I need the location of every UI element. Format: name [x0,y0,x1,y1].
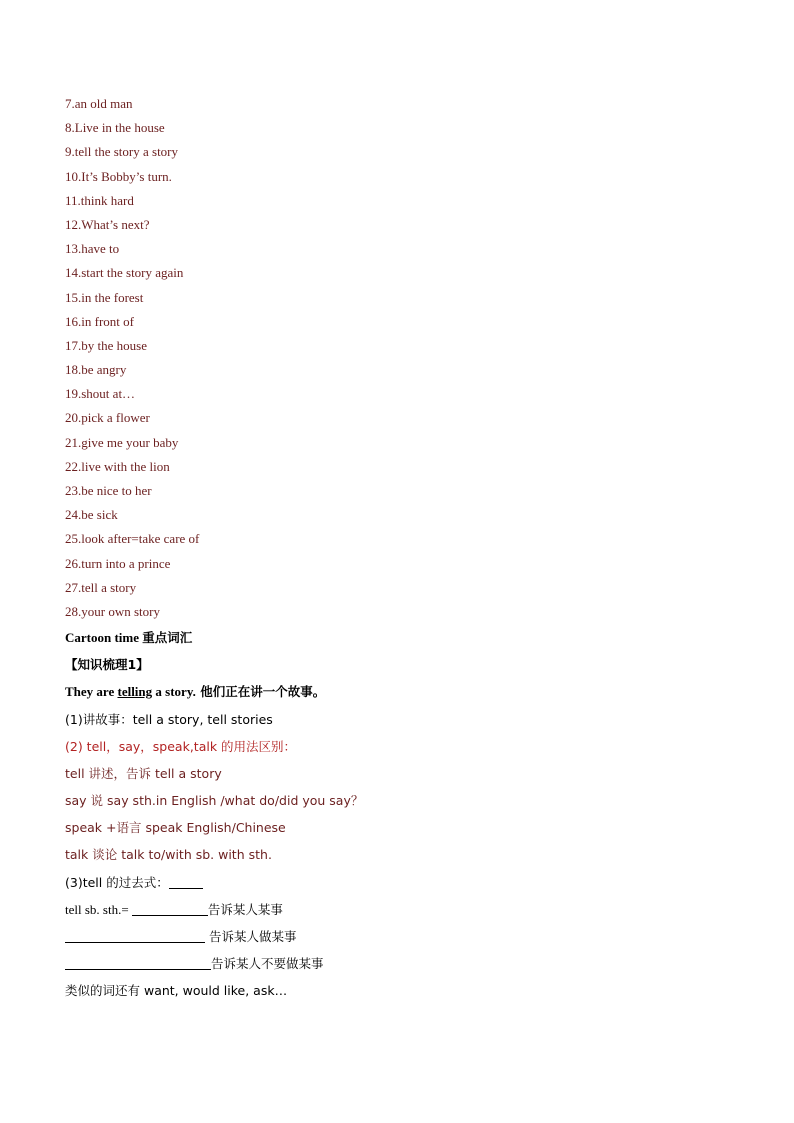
fill-line-1 [65,896,745,923]
usage-tell [65,760,745,787]
note-1-text: (1)讲故事：tell a story, tell stories [65,711,273,727]
note-3-text: (3)tell 的过去式： [65,874,169,890]
phrase-list [65,92,745,624]
usage-speak [65,814,745,841]
phrase-item: 16.in front of [65,313,134,329]
phrase-item: 14.start the story again [65,265,184,281]
fill-blank-1[interactable] [132,901,208,916]
usage-talk [65,841,745,868]
phrase-item: 23.be nice to her [65,483,152,498]
phrase-item: 19.shout at… [65,386,136,402]
phrase-item: 10.It’s Bobby’s turn. [65,168,172,184]
fill-line-3-post: 告诉某人不要做某事 [211,956,324,972]
phrase-item: 9.tell the story a story [65,144,179,160]
phrase-item: 24.be sick [65,507,118,523]
note-2 [65,733,745,760]
phrase-item: 27.tell a story [65,579,137,595]
fill-line-2 [65,923,745,950]
similar-words [65,977,745,1004]
fill-line-2-post: 告诉某人做某事 [205,929,297,944]
similar-words-text: 类似的词还有 want, would like, ask… [65,983,288,999]
phrase-item: 28.your own story [65,603,160,619]
section-title-en: Cartoon time [65,630,140,646]
example-post: a story. [152,684,196,700]
example-sentence [65,678,745,705]
note-2-text: (2) tell，say，speak,talk 的用法区别： [65,738,297,754]
knowledge-heading-text: 【知识梳理1】 [65,657,149,673]
usage-speak-text: speak +语言 speak English/Chinese [65,820,286,836]
note-1 [65,706,745,733]
phrase-item: 12.What’s next? [65,216,150,232]
phrase-item: 8.Live in the house [65,120,165,136]
phrase-item: 13.have to [65,241,120,257]
fill-line-1-pre: tell sb. sth.= [65,901,132,917]
fill-line-1-post: 告诉某人某事 [207,901,283,917]
section-title [65,625,745,651]
phrase-item: 17.by the house [65,337,147,353]
phrase-item: 11.think hard [65,192,134,208]
document-page [65,92,745,1005]
usage-tell-text: tell 讲述，告诉 tell a story [65,765,222,781]
past-tense-blank[interactable] [169,874,203,889]
usage-say-text: say 说 say sth.in English /what do/did you say？ [65,793,364,809]
phrase-item: 7.an old man [65,96,133,111]
knowledge-notes [65,651,745,1004]
phrase-item: 22.live with the lion [65,458,170,474]
phrase-item: 26.turn into a prince [65,555,171,571]
usage-say [65,787,745,814]
phrase-item: 21.give me your baby [65,434,179,450]
phrase-item: 20.pick a flower [65,410,150,426]
phrase-item: 25.look after=take care of [65,531,200,547]
fill-blank-3[interactable] [65,955,211,970]
knowledge-heading [65,651,745,678]
section-title-cn: 重点词汇 [142,630,193,646]
phrase-item: 15.in the forest [65,289,144,305]
note-3 [65,869,745,896]
usage-talk-text: talk 谈论 talk to/with sb. with sth. [65,847,272,863]
fill-blank-2[interactable] [65,928,205,943]
example-pre: They are [65,684,118,700]
fill-line-3 [65,950,745,977]
example-translation: 他们正在讲一个故事。 [195,684,326,700]
example-underlined-word: telling [117,684,153,700]
phrase-item: 18.be angry [65,362,127,378]
